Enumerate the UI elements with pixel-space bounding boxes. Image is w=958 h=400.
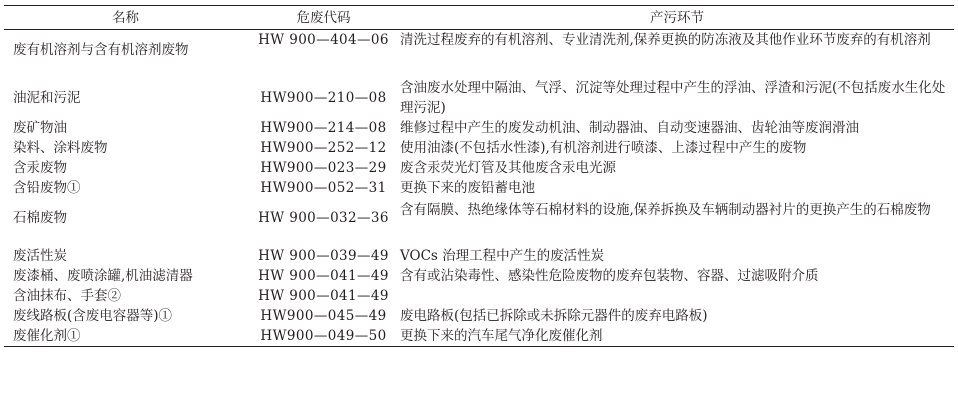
table-row: [4, 30, 954, 70]
cell-desc: 更换下来的废铅蓄电池: [400, 179, 535, 196]
table-row: [4, 286, 954, 306]
table-row: [4, 178, 954, 198]
cell-desc: 含有或沾染毒性、感染性危险废物的废弃包装物、容器、过滤吸附介质: [400, 267, 819, 284]
cell-code: HW900—023—29: [260, 159, 387, 176]
cell-desc: 维修过程中产生的废发动机油、制动器油、自动变速器油、齿轮油等废润滑油: [400, 119, 859, 136]
cell-name: 废矿物油: [13, 119, 67, 136]
cell-code: HW 900—032—36: [258, 209, 389, 226]
cell-code: HW900—214—08: [260, 119, 387, 136]
cell-code: HW900—049—50: [260, 327, 387, 344]
cell-name: 含汞废物: [13, 159, 67, 176]
cell-desc: 清洗过程废弃的有机溶剂、专业清洗剂,保养更换的防冻液及其他作业环节废弃的有机溶剂: [400, 32, 931, 48]
table-row: [4, 138, 954, 158]
header-process: 产污环节: [650, 9, 704, 26]
cell-name: 废线路板(含废电容器等)①: [13, 307, 173, 324]
table-header-row: [4, 6, 954, 30]
cell-desc: 废含汞荧光灯管及其他废含汞电光源: [400, 159, 616, 176]
table-row: [4, 118, 954, 138]
table-row: [4, 266, 954, 286]
hazardous-waste-table: [4, 5, 954, 347]
cell-name: 废催化剂①: [13, 327, 81, 344]
cell-desc: [400, 286, 954, 306]
cell-code: HW 900—404—06: [258, 32, 389, 48]
table-row: [4, 70, 954, 118]
cell-name: 废漆桶、废喷涂罐,机油滤清器: [13, 267, 193, 284]
cell-name: 染料、涂料废物: [13, 139, 108, 156]
cell-desc: 含油废水处理中隔油、气浮、沉淀等处理过程中产生的浮油、浮渣和污泥(不包括废水生化处理污泥): [400, 79, 946, 116]
cell-code: HW900—210—08: [260, 89, 387, 106]
table-row: [4, 246, 954, 266]
table-row: [4, 326, 954, 347]
cell-desc: 废电路板(包括已拆除或未拆除元器件的废弃电路板): [400, 307, 708, 324]
table-row: [4, 158, 954, 178]
table-row: [4, 198, 954, 246]
cell-code: HW900—052—31: [260, 179, 387, 196]
cell-code: HW 900—041—49: [258, 267, 389, 284]
header-name: 名称: [112, 9, 139, 26]
cell-name: 石棉废物: [13, 209, 67, 226]
cell-desc: 含有隔膜、热绝缘体等石棉材料的设施,保养拆换及车辆制动器衬片的更换产生的石棉废物: [400, 201, 931, 218]
cell-desc: 使用油漆(不包括水性漆),有机溶剂进行喷漆、上漆过程中产生的废物: [400, 139, 807, 156]
cell-desc: VOCs 治理工程中产生的废活性炭: [400, 247, 605, 264]
cell-code: HW 900—039—49: [258, 247, 389, 264]
cell-name: 废活性炭: [13, 247, 67, 264]
cell-name: 废有机溶剂与含有机溶剂废物: [13, 42, 189, 58]
cell-code: HW 900—041—49: [258, 287, 389, 304]
cell-name: 含油抹布、手套②: [13, 287, 121, 304]
header-code: 危废代码: [296, 9, 351, 26]
cell-code: HW900—045—49: [260, 307, 387, 324]
cell-code: HW900—252—12: [260, 139, 387, 156]
cell-name: 含铅废物①: [13, 179, 81, 196]
cell-name: 油泥和污泥: [13, 89, 81, 106]
table-row: [4, 306, 954, 326]
cell-desc: 更换下来的汽车尾气净化废催化剂: [400, 327, 603, 344]
